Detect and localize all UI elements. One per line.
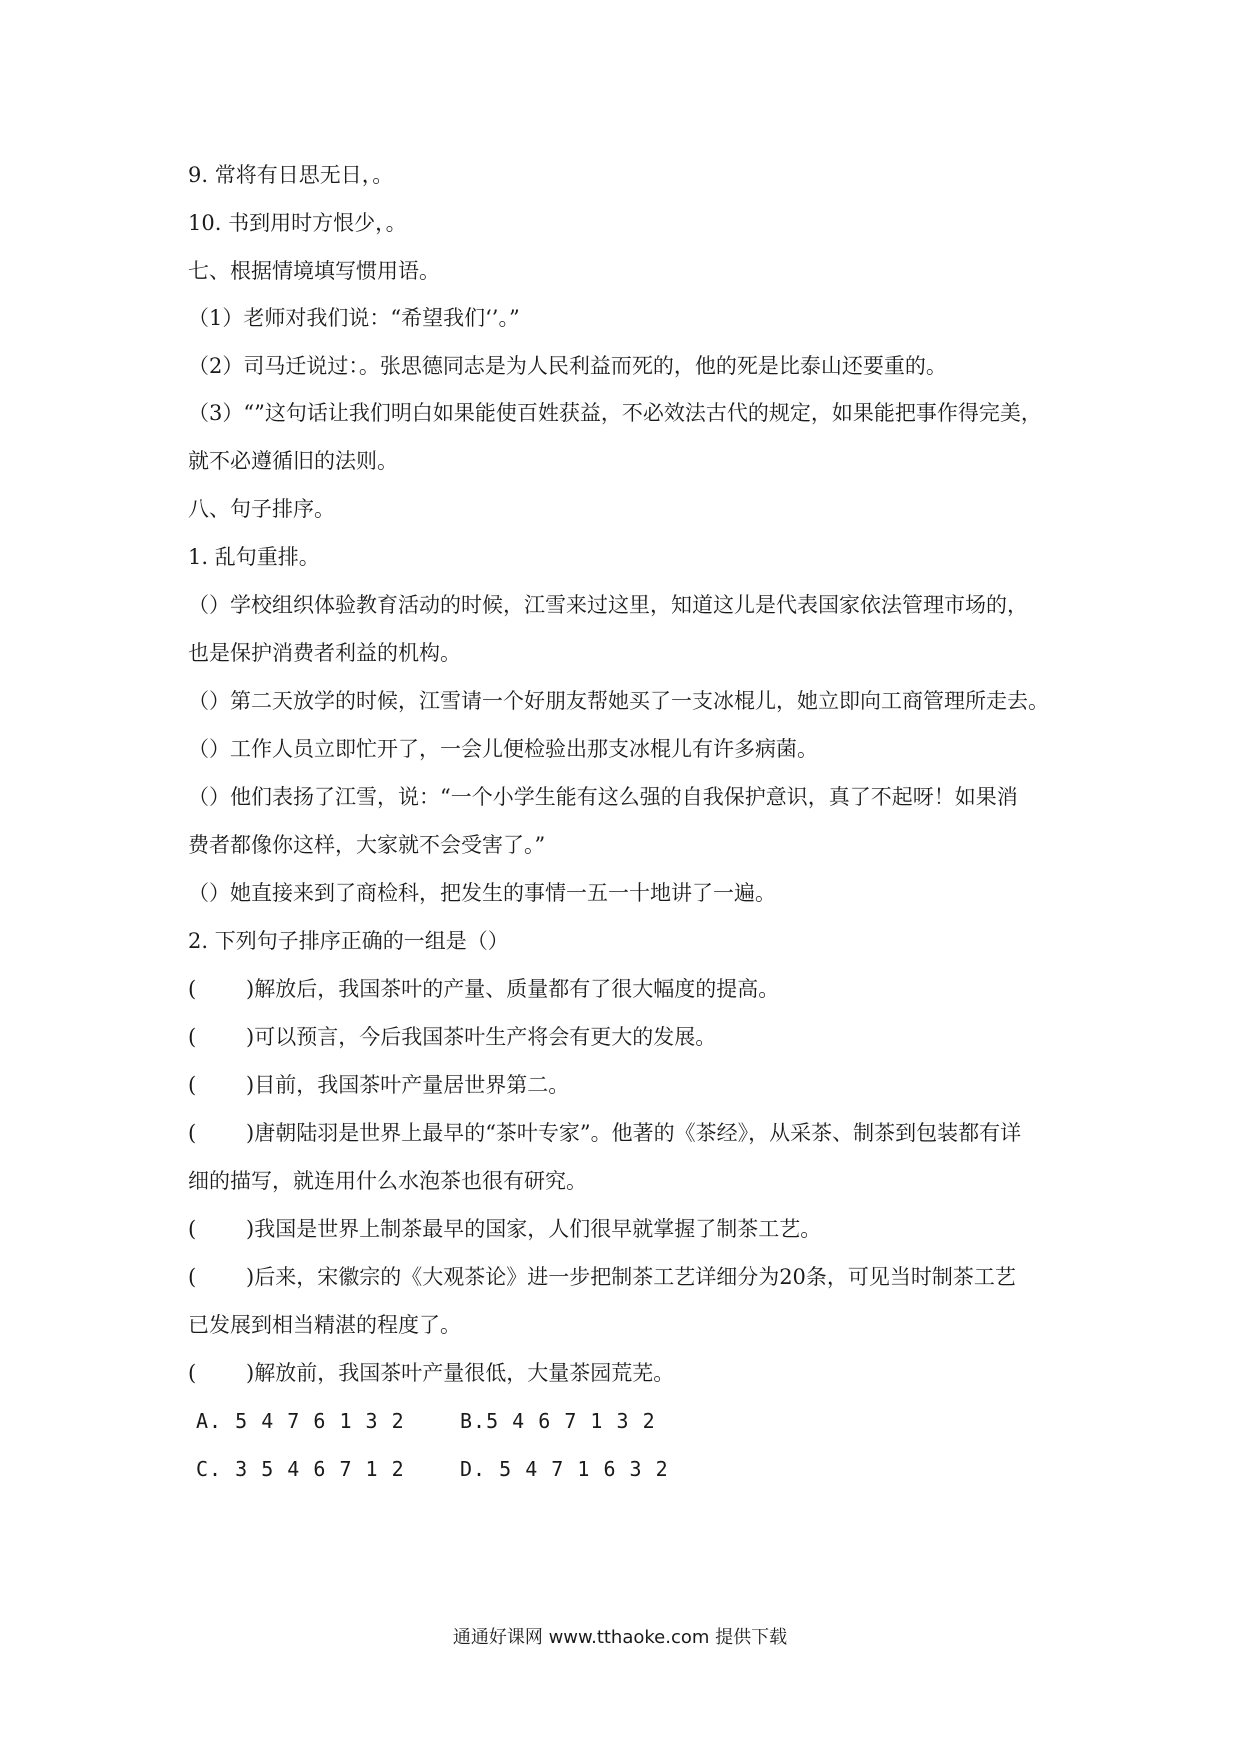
paren-open: ( bbox=[188, 977, 197, 1001]
paren-open: ( bbox=[188, 1361, 197, 1385]
reorder-sentence-3: （）工作人员立即忙开了，一会儿便检验出那支冰棍儿有许多病菌。 bbox=[188, 737, 818, 761]
section-7-q1: （1）老师对我们说：“希望我们‘’。” bbox=[188, 306, 520, 330]
tea-sentence-6-text: )后来，宋徽宗的《大观茶论》进一步把制茶工艺详细分为20条，可见当时制茶工艺 bbox=[246, 1265, 1016, 1289]
reorder-sentence-4: （）他们表扬了江雪，说：“一个小学生能有这么强的自我保护意识，真了不起呀！如果消 bbox=[188, 785, 1018, 809]
choice-b: B.5 4 6 7 1 3 2 bbox=[460, 1409, 656, 1433]
tea-sentence-3-text: )目前，我国茶叶产量居世界第二。 bbox=[246, 1073, 570, 1097]
section-8-part1-heading: 1. 乱句重排。 bbox=[188, 545, 320, 569]
section-7-q3-cont: 就不必遵循旧的法则。 bbox=[188, 449, 398, 473]
tea-sentence-7-text: )解放前，我国茶叶产量很低，大量茶园荒芜。 bbox=[246, 1361, 675, 1385]
item-9: 9. 常将有日思无日，。 bbox=[188, 163, 394, 187]
tea-sentence-7 bbox=[188, 1358, 1068, 1388]
paren-open: ( bbox=[188, 1121, 197, 1145]
choice-d: D. 5 4 7 1 6 3 2 bbox=[460, 1457, 669, 1481]
tea-sentence-1-text: )解放后，我国茶叶的产量、质量都有了很大幅度的提高。 bbox=[246, 977, 780, 1001]
item-10: 10. 书到用时方恨少，。 bbox=[188, 211, 407, 235]
reorder-sentence-1-cont: 也是保护消费者利益的机构。 bbox=[188, 641, 461, 665]
choice-c: C. 3 5 4 6 7 1 2 bbox=[196, 1457, 405, 1481]
section-7-q3: （3）“”这句话让我们明白如果能使百姓获益，不必效法古代的规定，如果能把事作得完美， bbox=[188, 401, 1042, 425]
paren-open: ( bbox=[188, 1217, 197, 1241]
paren-open: ( bbox=[188, 1025, 197, 1049]
reorder-sentence-5: （）她直接来到了商检科，把发生的事情一五一十地讲了一遍。 bbox=[188, 881, 776, 905]
tea-sentence-2-text: )可以预言，今后我国茶叶生产将会有更大的发展。 bbox=[246, 1025, 717, 1049]
section-7-heading: 七、根据情境填写惯用语。 bbox=[188, 259, 440, 283]
section-7-q2: （2）司马迁说过：。张思德同志是为人民利益而死的，他的死是比泰山还要重的。 bbox=[188, 354, 947, 378]
section-8-part2-heading: 2. 下列句子排序正确的一组是（） bbox=[188, 929, 509, 953]
tea-sentence-2 bbox=[188, 1022, 1068, 1052]
reorder-sentence-1: （）学校组织体验教育活动的时候，江雪来过这里，知道这儿是代表国家依法管理市场的， bbox=[188, 593, 1028, 617]
tea-sentence-4-text: )唐朝陆羽是世界上最早的“茶叶专家”。他著的《茶经》，从采茶、制茶到包装都有详 bbox=[246, 1121, 1022, 1145]
paren-open: ( bbox=[188, 1073, 197, 1097]
tea-sentence-1 bbox=[188, 974, 1068, 1004]
tea-sentence-4-cont: 细的描写，就连用什么水泡茶也很有研究。 bbox=[188, 1169, 587, 1193]
tea-sentence-6 bbox=[188, 1262, 1068, 1292]
tea-sentence-3 bbox=[188, 1070, 1068, 1100]
section-8-heading: 八、句子排序。 bbox=[188, 497, 335, 521]
page-footer: 通通好课网 www.tthaoke.com 提供下载 bbox=[452, 1627, 788, 1648]
choice-a: A. 5 4 7 6 1 3 2 bbox=[196, 1409, 405, 1433]
reorder-sentence-2: （）第二天放学的时候，江雪请一个好朋友帮她买了一支冰棍儿，她立即向工商管理所走去。 bbox=[188, 689, 1049, 713]
tea-sentence-4 bbox=[188, 1118, 1068, 1148]
reorder-sentence-4-cont: 费者都像你这样，大家就不会受害了。” bbox=[188, 833, 546, 857]
paren-open: ( bbox=[188, 1265, 197, 1289]
tea-sentence-5 bbox=[188, 1214, 1068, 1244]
tea-sentence-6-cont: 已发展到相当精湛的程度了。 bbox=[188, 1313, 461, 1337]
tea-sentence-5-text: )我国是世界上制茶最早的国家，人们很早就掌握了制茶工艺。 bbox=[246, 1217, 822, 1241]
